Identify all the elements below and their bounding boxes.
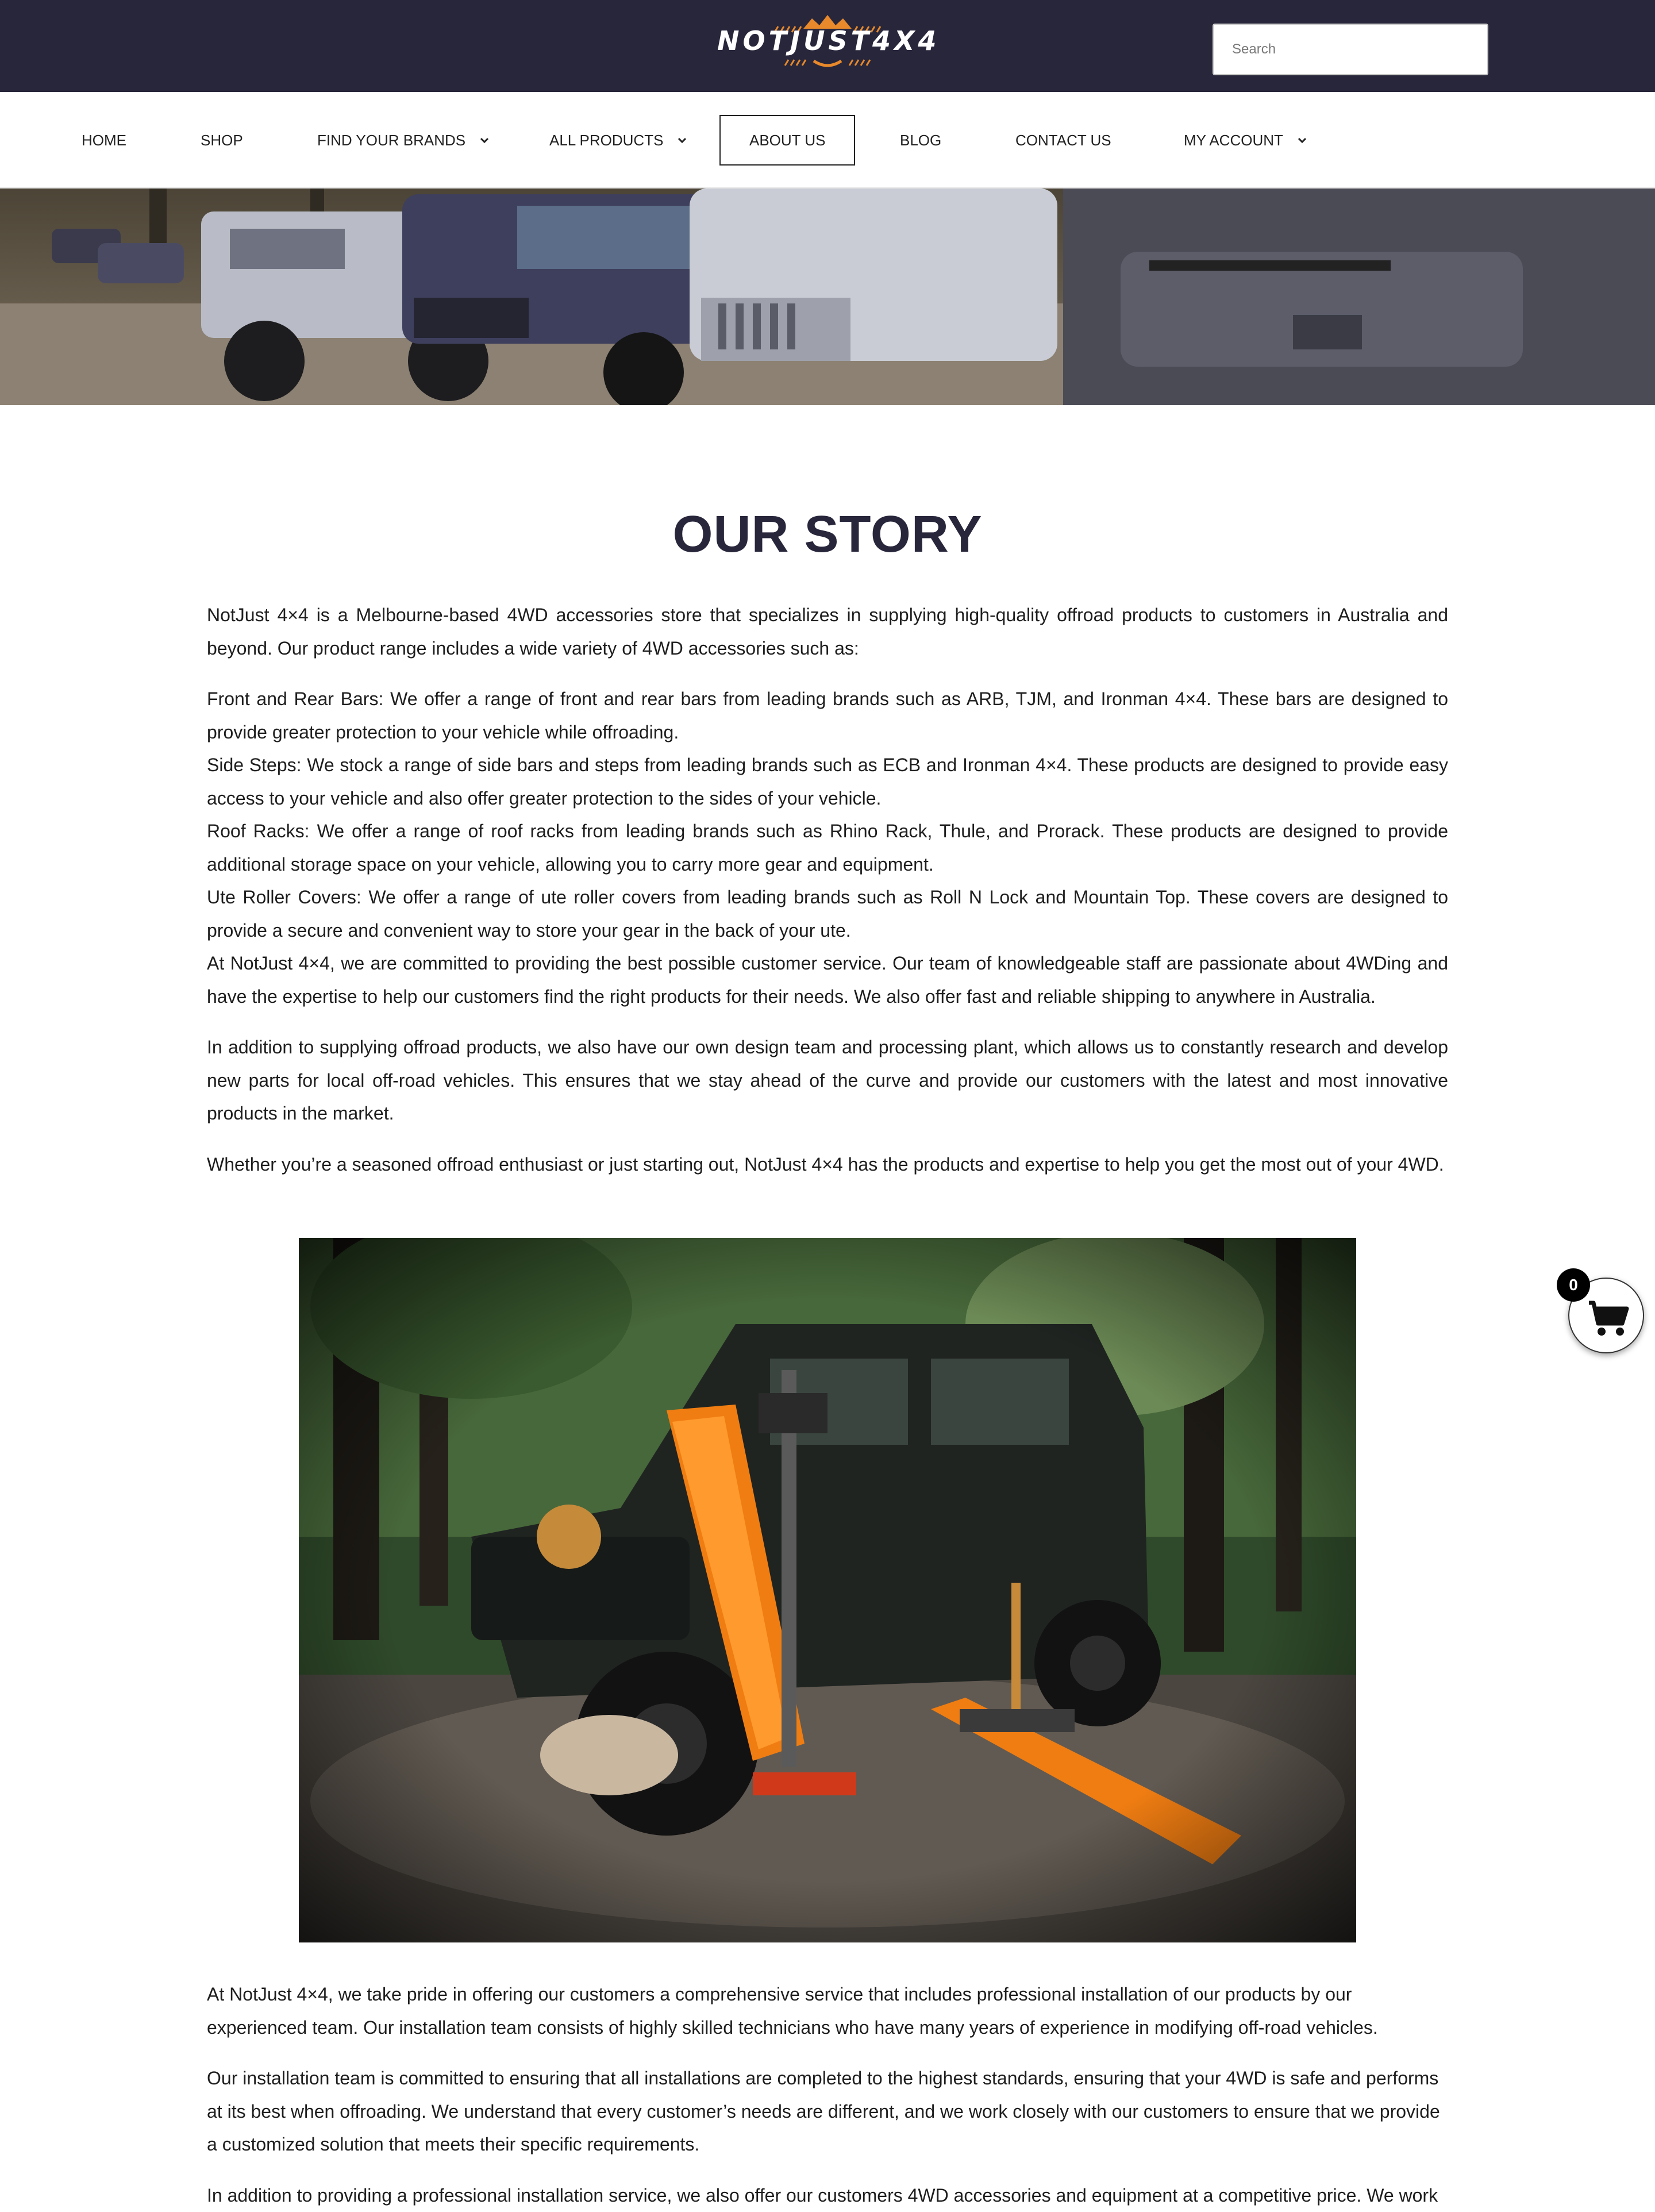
intro-paragraph: NotJust 4×4 is a Melbourne-based 4WD accessories store that specializes in supplying high-quality offroad products to customers in Australia and beyond. Our product range includes a wide variety of 4WD accessories such as: bbox=[207, 599, 1448, 665]
installation-content bbox=[207, 1978, 1448, 2212]
hero-banner-image bbox=[0, 188, 1655, 405]
product-photo bbox=[299, 1238, 1356, 1942]
product-line-roller-covers: Ute Roller Covers: We offer a range of ute roller covers from leading brands such as Roll N Lock and Mountain Top. These covers are designed to provide a secure and convenient way to store your gear in the back of your ute. bbox=[207, 881, 1448, 947]
logo-text: NOTJUST4X4 bbox=[717, 25, 938, 56]
nav-item-shop[interactable] bbox=[201, 92, 243, 188]
nav-item-my-account[interactable] bbox=[1184, 92, 1308, 188]
install-paragraph-3: In addition to providing a professional installation service, we also offer our customers 4WD accessories and equipment at a competitive price. We work bbox=[207, 2179, 1448, 2212]
search-input[interactable] bbox=[1213, 24, 1488, 75]
vehicles-illustration bbox=[0, 188, 1655, 405]
product-line-roof-racks: Roof Racks: We offer a range of roof racks from leading brands such as Rhino Rack, Thule, and Prorack. These products are designed to provide additional storage space on your vehicle, allowing you to carry more gear and equipment. bbox=[207, 815, 1448, 881]
nav-item-label: ALL PRODUCTS bbox=[549, 132, 663, 149]
nav-item-label: CONTACT US bbox=[1015, 132, 1111, 149]
closing-paragraph: Whether you’re a seasoned offroad enthusiast or just starting out, NotJust 4×4 has the products and expertise to help you get the most out of your 4WD. bbox=[207, 1148, 1448, 1182]
chevron-down-icon bbox=[478, 134, 491, 147]
design-paragraph: In addition to supplying offroad products, we also have our own design team and processing plant, which allows us to constantly research and develop new parts for local off-road vehicles. This ensures that we stay ahead of the curve and provide our customers with the latest and most innovative products in the market. bbox=[207, 1031, 1448, 1130]
nav-item-label: SHOP bbox=[201, 132, 243, 149]
page-title: OUR STORY bbox=[207, 500, 1448, 569]
nav-item-find-your-brands[interactable] bbox=[317, 92, 491, 188]
install-paragraph-1: At NotJust 4×4, we take pride in offering our customers a comprehensive service that includes professional installation of our products by our experienced team. Our installation team consists of highly skilled technicians who have many years of experience in modifying off-road vehicles. bbox=[207, 1978, 1448, 2044]
nav-item-contact-us[interactable] bbox=[1015, 92, 1111, 188]
nav-item-about-us[interactable] bbox=[719, 92, 855, 188]
install-paragraph-2: Our installation team is committed to ensuring that all installations are completed to the highest standards, ensuring that your 4WD is safe and performs at its best when offroading. We understand that every customer’s needs are different, and we work closely with our customers to ensure that we provide a customized solution that meets their specific requirements. bbox=[207, 2062, 1448, 2161]
main-navigation bbox=[0, 92, 1655, 188]
nav-item-label: HOME bbox=[82, 132, 126, 149]
nav-item-label: BLOG bbox=[900, 132, 941, 149]
service-paragraph: At NotJust 4×4, we are committed to providing the best possible customer service. Our team of knowledgeable staff are passionate about 4WDing and have the expertise to help our customers find the right products for their needs. We also offer fast and reliable shipping to anywhere in Australia. bbox=[207, 947, 1448, 1013]
chevron-down-icon bbox=[676, 134, 688, 147]
story-content bbox=[207, 500, 1448, 1181]
product-line-bars: Front and Rear Bars: We offer a range of front and rear bars from leading brands such as ARB, TJM, and Ironman 4×4. These bars are designed to provide greater protection to your vehicle while offroading. bbox=[207, 683, 1448, 749]
offroad-gear-illustration bbox=[299, 1238, 1356, 1942]
cart-count-badge: 0 bbox=[1557, 1268, 1590, 1302]
nav-item-blog[interactable] bbox=[900, 92, 941, 188]
nav-item-all-products[interactable] bbox=[549, 92, 688, 188]
chevron-down-icon bbox=[1296, 134, 1308, 147]
site-logo[interactable] bbox=[717, 8, 938, 71]
nav-item-home[interactable] bbox=[82, 92, 126, 188]
product-line-side-steps: Side Steps: We stock a range of side bars and steps from leading brands such as ECB and Ironman 4×4. These products are designed to provide easy access to your vehicle and also offer greater protection to the sides of your vehicle. bbox=[207, 749, 1448, 815]
top-header-bar bbox=[0, 0, 1655, 92]
active-nav-box bbox=[719, 115, 855, 166]
nav-item-label: FIND YOUR BRANDS bbox=[317, 132, 465, 149]
nav-item-label: ABOUT US bbox=[749, 132, 825, 149]
nav-item-label: MY ACCOUNT bbox=[1184, 132, 1283, 149]
